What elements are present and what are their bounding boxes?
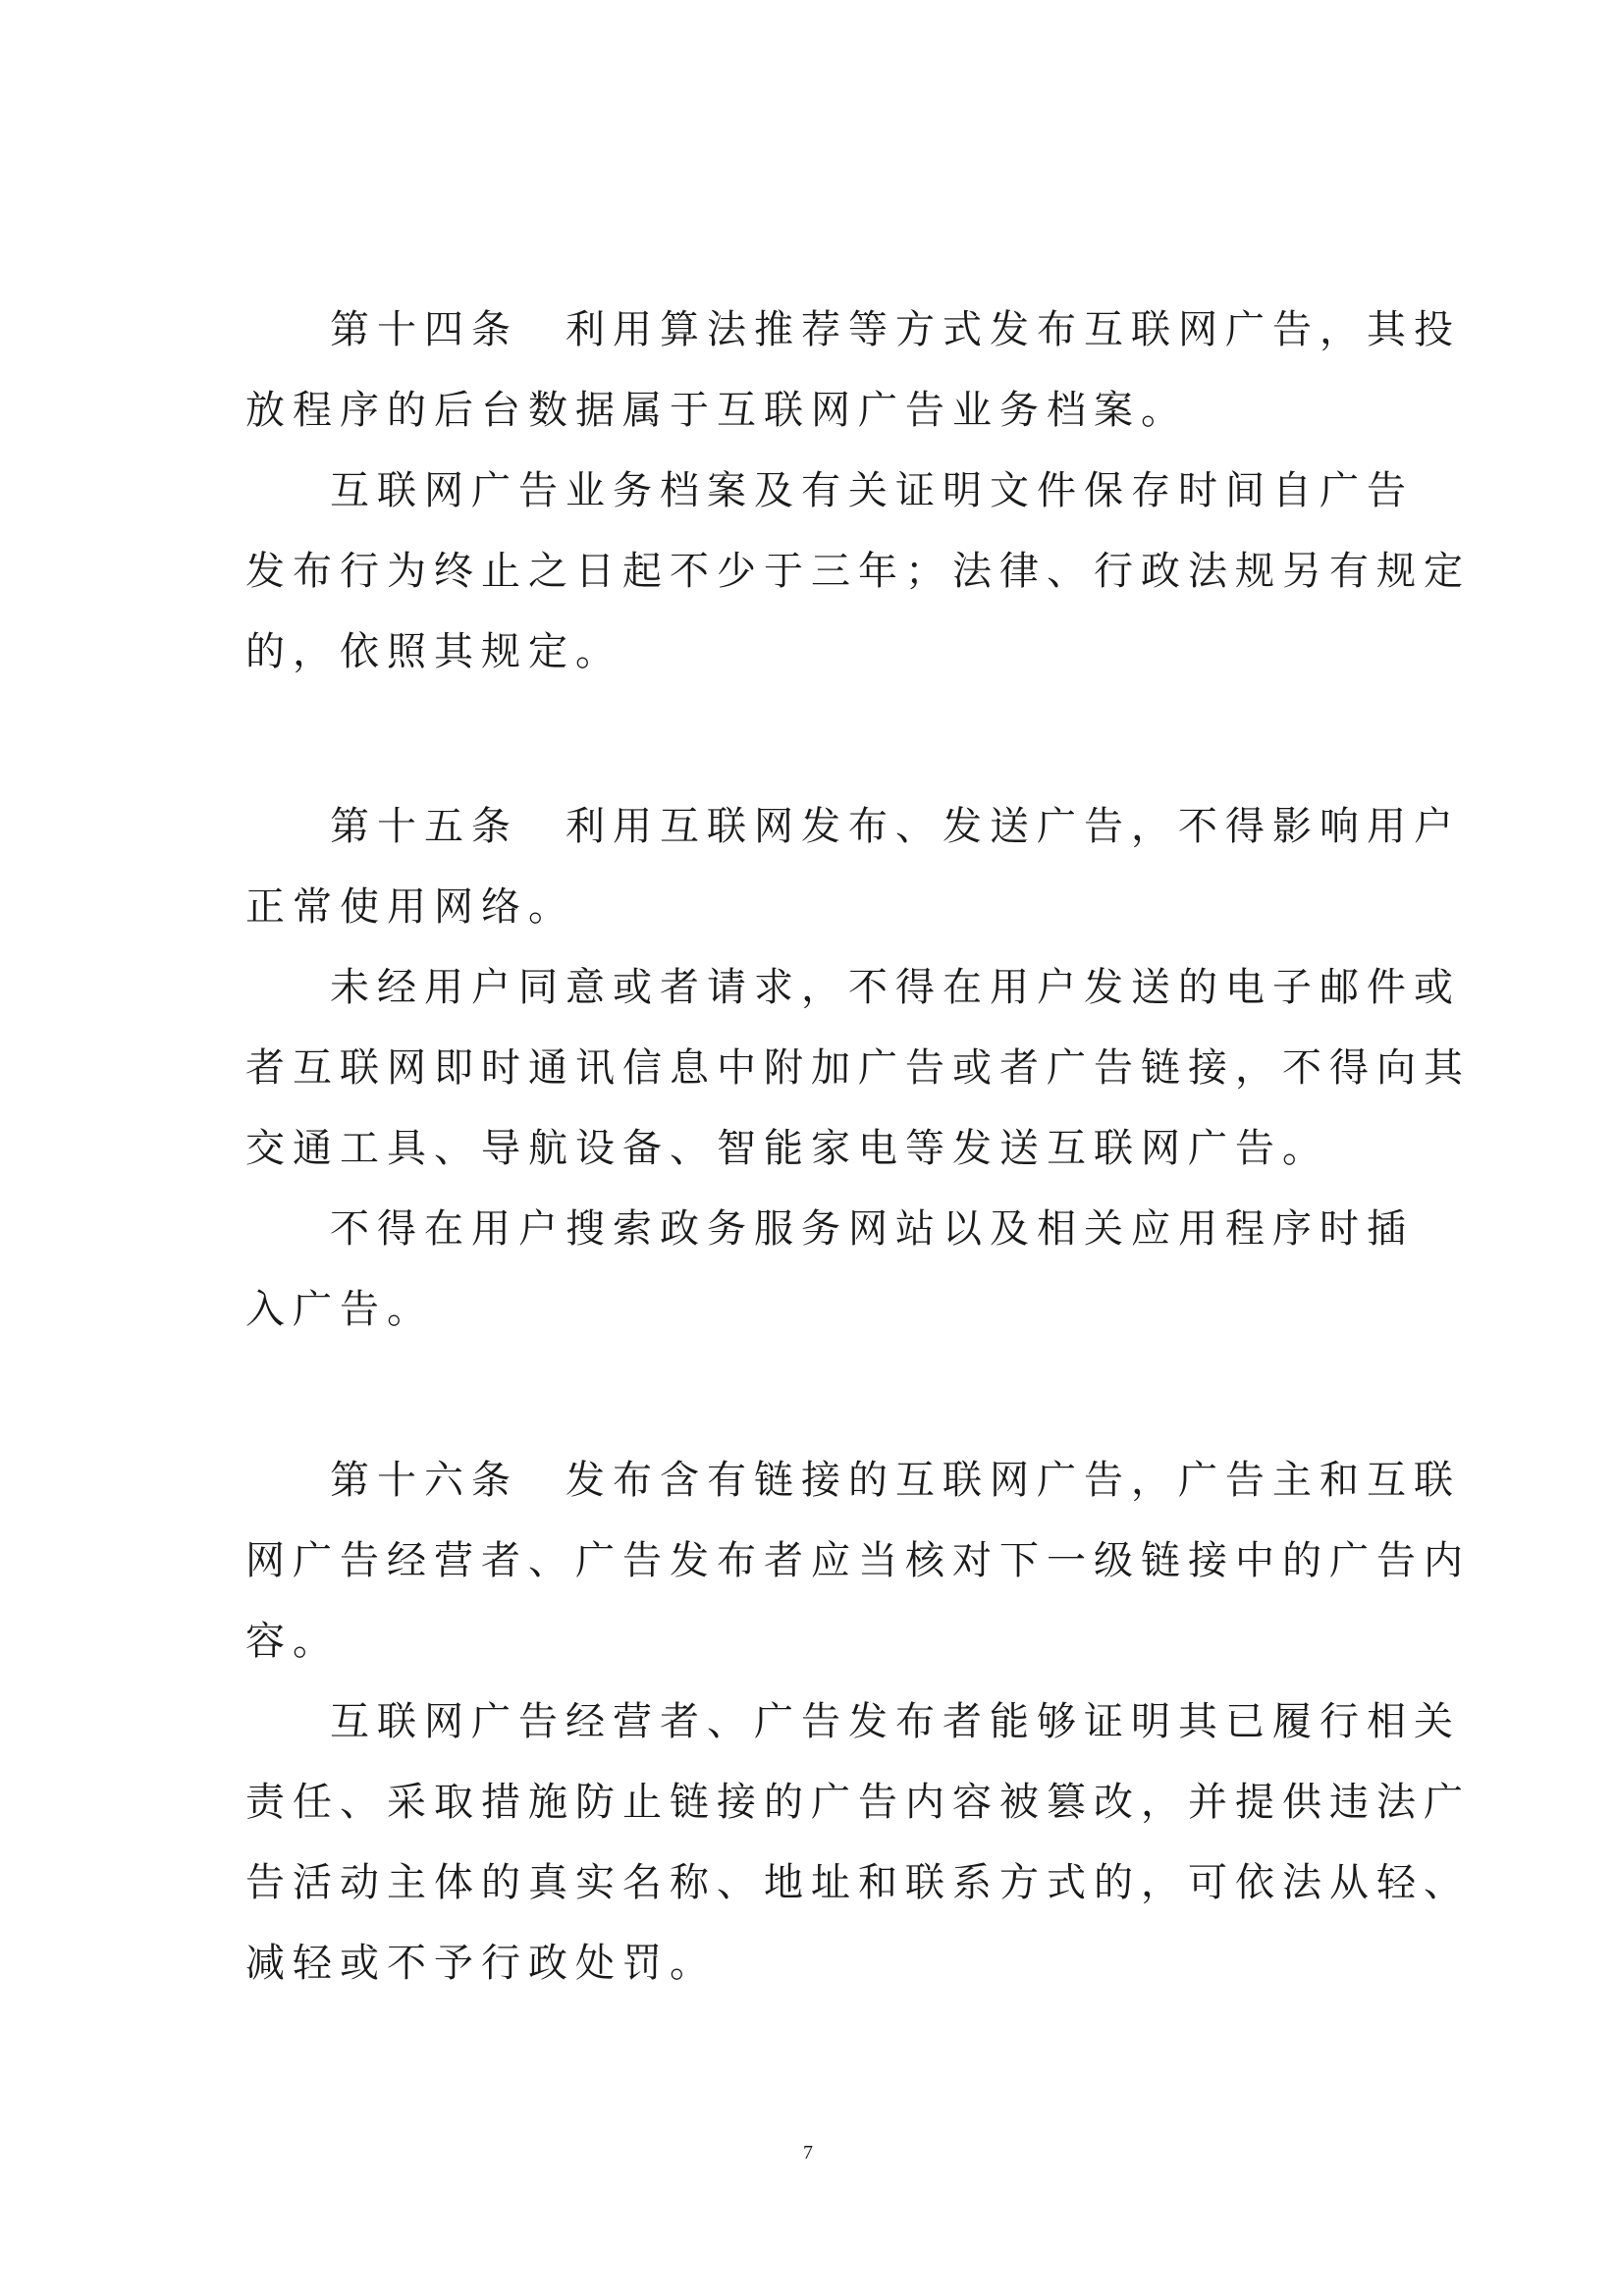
article-16-paragraph-2-line-2: 责任、采取措施防止链接的广告内容被篡改，并提供违法广 [245,1780,1471,1825]
article-14-paragraph-2-line-3: 的，依照其规定。 [245,629,622,674]
article-16-paragraph-2-line-1: 互联网广告经营者、广告发布者能够证明其已履行相关 [330,1699,1461,1744]
article-15-paragraph-3-line-2: 入广告。 [245,1287,434,1332]
article-16-line-1: 第十六条 发布含有链接的互联网广告，广告主和互联 [330,1458,1461,1503]
article-14-paragraph-2-line-2: 发布行为终止之日起不少于三年；法律、行政法规另有规定 [245,549,1471,594]
article-15-paragraph-3-line-1: 不得在用户搜索政务服务网站以及相关应用程序时插 [330,1206,1414,1252]
article-14-line-2: 放程序的后台数据属于互联网广告业务档案。 [245,388,1188,433]
article-15-paragraph-2-line-2: 者互联网即时通讯信息中附加广告或者广告链接，不得向其 [245,1045,1471,1091]
article-15-line-1: 第十五条 利用互联网发布、发送广告，不得影响用户 [330,804,1461,849]
article-16-line-2: 网广告经营者、广告发布者应当核对下一级链接中的广告内 [245,1538,1471,1583]
page-number: 7 [803,2142,813,2163]
article-15-line-2: 正常使用网络。 [245,884,575,930]
article-16-line-3: 容。 [245,1619,340,1664]
article-15-paragraph-2-line-3: 交通工具、导航设备、智能家电等发送互联网广告。 [245,1126,1329,1171]
article-14-line-1: 第十四条 利用算法推荐等方式发布互联网广告，其投 [330,307,1461,352]
article-15-paragraph-2-line-1: 未经用户同意或者请求，不得在用户发送的电子邮件或 [330,965,1461,1010]
article-16-paragraph-2-line-3: 告活动主体的真实名称、地址和联系方式的，可依法从轻、 [245,1860,1471,1905]
article-14-paragraph-2-line-1: 互联网广告业务档案及有关证明文件保存时间自广告 [330,468,1414,513]
article-16-paragraph-2-line-4: 减轻或不予行政处罚。 [245,1941,717,1986]
